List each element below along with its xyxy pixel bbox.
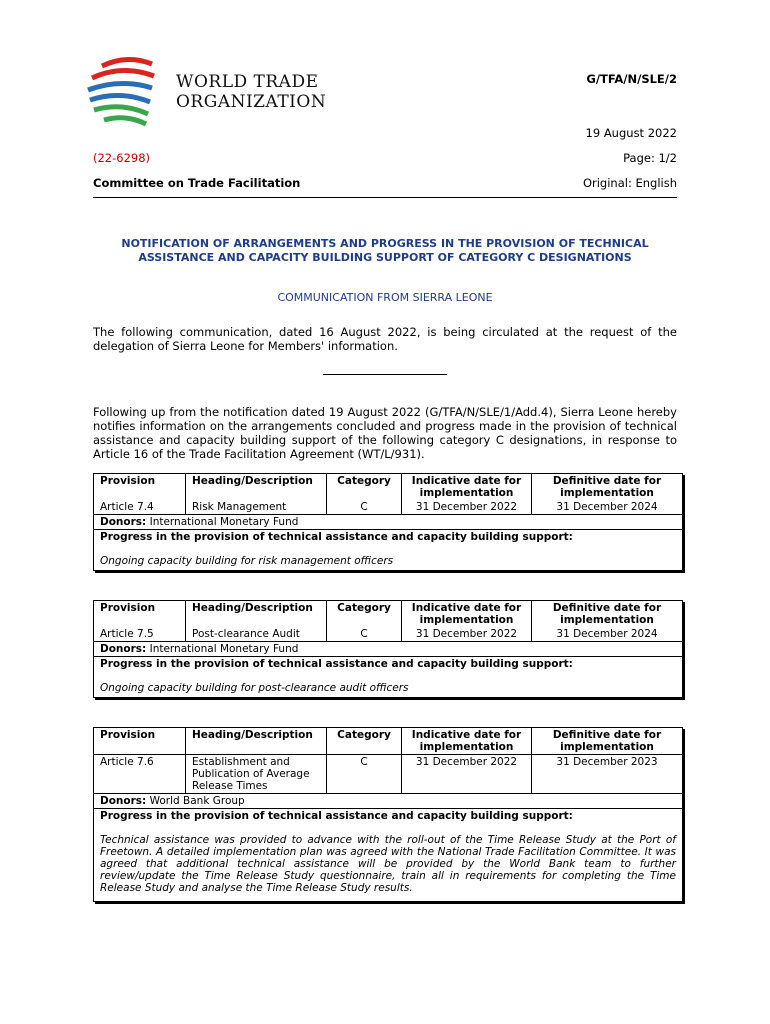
col-definitive-date: Definitive date for implementation [532,728,683,755]
notification-table-1 [93,473,683,571]
provision-cell: Article 7.6 [100,756,154,768]
heading-cell: Risk Management [186,500,327,515]
progress-row [94,657,683,698]
page-number: Page: 1/2 [623,151,677,165]
provision-cell: Article 7.4 [100,501,154,513]
category-cell: C [327,627,402,642]
notification-table-2 [93,600,683,698]
col-heading: Heading/Description [186,474,327,501]
indicative-date-cell: 31 December 2022 [402,755,532,794]
donors-row: Donors: World Bank Group [100,795,245,807]
document-symbol: G/TFA/N/SLE/2 [586,72,677,86]
col-provision: Provision [100,602,156,614]
col-heading: Heading/Description [186,601,327,628]
col-heading: Heading/Description [186,728,327,755]
col-provision: Provision [100,729,156,741]
heading-cell: Establishment and Publication of Average Release Times [186,755,327,794]
progress-text: Technical assistance was provided to advance with the roll-out of the Time Release Study at the Port of Freetown. A detailed implementation plan was agreed with the National Trade Facilitation Committee. It was agreed that additional technical assistance will be provided by the World Bank team to further review/update the Time Release Study questionnaire, train all in requirements for completing the Time Release Study and analyse the Time Release Study results. [100,834,676,894]
document-title: NOTIFICATION OF ARRANGEMENTS AND PROGRESS IN THE PROVISION OF TECHNICAL ASSISTANCE AND CAPACITY BUILDING SUPPORT OF CATEGORY C DESIGNATIONS [121,237,649,264]
category-cell: C [327,755,402,794]
progress-text: Ongoing capacity building for risk management officers [100,555,394,567]
col-category: Category [327,474,402,501]
document-number: (22-6298) [93,151,151,165]
definitive-date-cell: 31 December 2023 [532,755,683,794]
col-definitive-date: Definitive date for implementation [532,474,683,501]
indicative-date-cell: 31 December 2022 [402,627,532,642]
heading-cell: Post-clearance Audit [186,627,327,642]
donors-row: Donors: International Monetary Fund [100,643,299,655]
indicative-date-cell: 31 December 2022 [402,500,532,515]
committee-name: Committee on Trade Facilitation [93,176,301,190]
col-definitive-date: Definitive date for implementation [532,601,683,628]
intro-paragraph: The following communication, dated 16 August 2022, is being circulated at the request of the delegation of Sierra Leone for Members' information. [93,325,677,353]
progress-text: Ongoing capacity building for post-clearance audit officers [100,682,409,694]
separator-line [323,374,447,375]
col-category: Category [327,601,402,628]
col-indicative-date: Indicative date for implementation [402,728,532,755]
body-paragraph: Following up from the notification dated 19 August 2022 (G/TFA/N/SLE/1/Add.4), Sierra Leone hereby notifies information on the arrangements concluded and progress made in the provision of technical assistance and capacity building support of the following category C designations, in response to Article 16 of the Trade Facilitation Agreement (WT/L/931). [93,405,677,461]
col-indicative-date: Indicative date for implementation [402,601,532,628]
donors-row: Donors: International Monetary Fund [100,516,299,528]
org-name: WORLD TRADE ORGANIZATION [176,72,327,112]
progress-label: Progress in the provision of technical assistance and capacity building support: [100,658,573,670]
col-indicative-date: Indicative date for implementation [402,474,532,501]
definitive-date-cell: 31 December 2024 [532,500,683,515]
definitive-date-cell: 31 December 2024 [532,627,683,642]
progress-label: Progress in the provision of technical assistance and capacity building support: [100,810,573,822]
progress-label: Progress in the provision of technical assistance and capacity building support: [100,531,573,543]
original-language: Original: English [582,176,677,190]
col-provision: Provision [100,475,156,487]
progress-row [94,809,683,902]
header-divider [93,197,677,198]
document-date: 19 August 2022 [585,126,677,140]
category-cell: C [327,500,402,515]
notification-table-3 [93,727,683,902]
col-category: Category [327,728,402,755]
wto-logo-icon [82,54,172,134]
provision-cell: Article 7.5 [100,628,154,640]
communication-subtitle: COMMUNICATION FROM SIERRA LEONE [277,291,493,304]
wto-logo [82,54,342,134]
progress-row [94,530,683,571]
